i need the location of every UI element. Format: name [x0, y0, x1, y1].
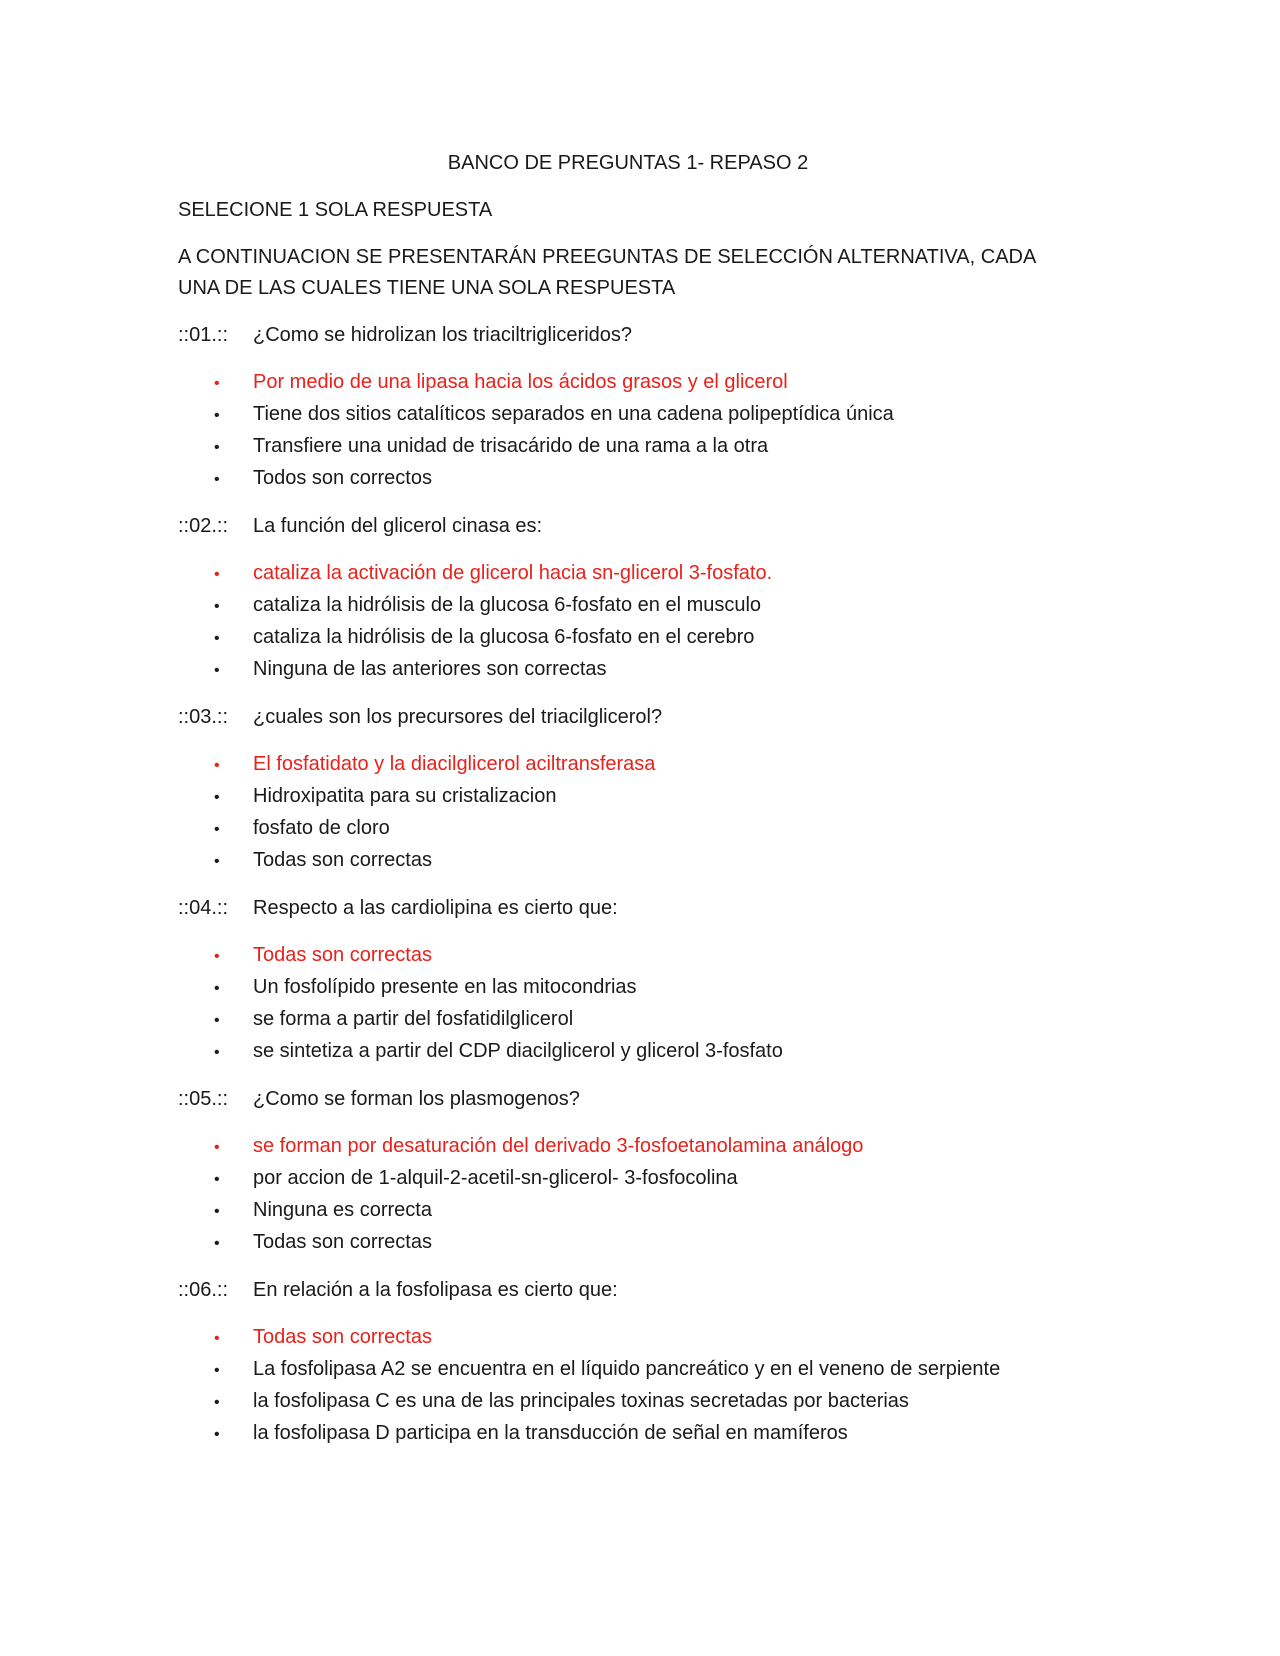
document-page [178, 148, 1078, 1466]
bullet-icon: • [214, 1203, 220, 1220]
option-item [178, 463, 1078, 495]
question-3 [178, 702, 1078, 733]
option-list [178, 749, 1078, 877]
question-2 [178, 511, 1078, 542]
bullet-icon: • [214, 1330, 220, 1347]
option-item [178, 1036, 1078, 1068]
option-text: Todas son correctas [253, 1326, 432, 1348]
bullet-icon: • [214, 566, 220, 583]
option-item [178, 1386, 1078, 1418]
option-list [178, 940, 1078, 1068]
option-text: cataliza la hidrólisis de la glucosa 6-fosfato en el cerebro [253, 626, 755, 648]
option-item [178, 845, 1078, 877]
bullet-icon: • [214, 789, 220, 806]
question-text: ¿Como se hidrolizan los triaciltrigliceridos? [253, 324, 633, 346]
option-text: Un fosfolípido presente en las mitocondrias [253, 976, 637, 998]
question-6 [178, 1275, 1078, 1306]
bullet-icon: • [214, 662, 220, 679]
option-text: por accion de 1-alquil-2-acetil-sn-glicerol- 3-fosfocolina [253, 1167, 738, 1189]
option-text: fosfato de cloro [253, 817, 390, 839]
option-text: Ninguna de las anteriores son correctas [253, 658, 607, 680]
question-text: En relación a la fosfolipasa es cierto que: [253, 1279, 618, 1301]
option-text: se forma a partir del fosfatidilglicerol [253, 1008, 574, 1030]
bullet-icon: • [214, 980, 220, 997]
bullet-icon: • [214, 1235, 220, 1252]
option-item [178, 1418, 1078, 1450]
option-item [178, 1354, 1078, 1386]
option-item [178, 622, 1078, 654]
bullet-icon: • [214, 439, 220, 456]
correct-option [178, 749, 1078, 781]
correct-option [178, 367, 1078, 399]
option-item [178, 1195, 1078, 1227]
option-text: se forman por desaturación del derivado 3-fosfoetanolamina análogo [253, 1135, 864, 1157]
question-text: La función del glicerol cinasa es: [253, 515, 543, 537]
bullet-icon: • [214, 630, 220, 647]
option-item [178, 1004, 1078, 1036]
option-item [178, 431, 1078, 463]
bullet-icon: • [214, 1426, 220, 1443]
question-number: ::02.:: [178, 515, 229, 537]
option-item [178, 1227, 1078, 1259]
option-list [178, 1322, 1078, 1450]
option-text: Por medio de una lipasa hacia los ácidos grasos y el glicerol [253, 371, 788, 393]
option-list [178, 1131, 1078, 1259]
correct-option [178, 940, 1078, 972]
question-1 [178, 320, 1078, 351]
option-text: cataliza la hidrólisis de la glucosa 6-fosfato en el musculo [253, 594, 762, 616]
bullet-icon: • [214, 853, 220, 870]
question-text: Respecto a las cardiolipina es cierto que: [253, 897, 618, 919]
question-text: ¿cuales son los precursores del triacilglicerol? [253, 706, 663, 728]
bullet-icon: • [214, 1171, 220, 1188]
bullet-icon: • [214, 1044, 220, 1061]
option-text: Hidroxipatita para su cristalizacion [253, 785, 557, 807]
option-text: la fosfolipasa D participa en la transducción de señal en mamíferos [253, 1422, 848, 1444]
option-text: cataliza la activación de glicerol hacia sn-glicerol 3-fosfato. [253, 562, 773, 584]
question-list [178, 320, 1078, 1450]
option-item [178, 781, 1078, 813]
option-item [178, 399, 1078, 431]
correct-option [178, 1322, 1078, 1354]
option-text: El fosfatidato y la diacilglicerol aciltransferasa [253, 753, 656, 775]
question-4 [178, 893, 1078, 924]
option-item [178, 972, 1078, 1004]
correct-option [178, 558, 1078, 590]
question-5 [178, 1084, 1078, 1115]
option-text: Todas son correctas [253, 1231, 432, 1253]
question-number: ::06.:: [178, 1279, 229, 1301]
option-text: La fosfolipasa A2 se encuentra en el líquido pancreático y en el veneno de serpiente [253, 1358, 1001, 1380]
question-text: ¿Como se forman los plasmogenos? [253, 1088, 580, 1110]
option-text: Transfiere una unidad de trisacárido de una rama a la otra [253, 435, 769, 457]
option-text: Todas son correctas [253, 849, 432, 871]
bullet-icon: • [214, 1394, 220, 1411]
bullet-icon: • [214, 375, 220, 392]
bullet-icon: • [214, 407, 220, 424]
intro-paragraph: A CONTINUACION SE PRESENTARÁN PREEGUNTAS DE SELECCIÓN ALTERNATIVA, CADA UNA DE LAS CUALES TIENE UNA SOLA RESPUESTA [178, 246, 1036, 299]
bullet-icon: • [214, 1139, 220, 1156]
option-text: Tiene dos sitios catalíticos separados en una cadena polipeptídica única [253, 403, 894, 425]
option-text: la fosfolipasa C es una de las principales toxinas secretadas por bacterias [253, 1390, 909, 1412]
bullet-icon: • [214, 757, 220, 774]
option-text: se sintetiza a partir del CDP diacilglicerol y glicerol 3-fosfato [253, 1040, 783, 1062]
option-item [178, 654, 1078, 686]
bullet-icon: • [214, 598, 220, 615]
correct-option [178, 1131, 1078, 1163]
option-text: Todas son correctas [253, 944, 432, 966]
instruction-text: SELECIONE 1 SOLA RESPUESTA [178, 199, 493, 221]
bullet-icon: • [214, 471, 220, 488]
option-list [178, 558, 1078, 686]
option-text: Ninguna es correcta [253, 1199, 432, 1221]
question-number: ::04.:: [178, 897, 229, 919]
option-item [178, 1163, 1078, 1195]
bullet-icon: • [214, 1012, 220, 1029]
question-number: ::03.:: [178, 706, 229, 728]
option-item [178, 813, 1078, 845]
document-title: BANCO DE PREGUNTAS 1- REPASO 2 [447, 152, 809, 174]
option-text: Todos son correctos [253, 467, 432, 489]
bullet-icon: • [214, 1362, 220, 1379]
option-item [178, 590, 1078, 622]
question-number: ::01.:: [178, 324, 229, 346]
option-list [178, 367, 1078, 495]
question-number: ::05.:: [178, 1088, 229, 1110]
bullet-icon: • [214, 948, 220, 965]
bullet-icon: • [214, 821, 220, 838]
